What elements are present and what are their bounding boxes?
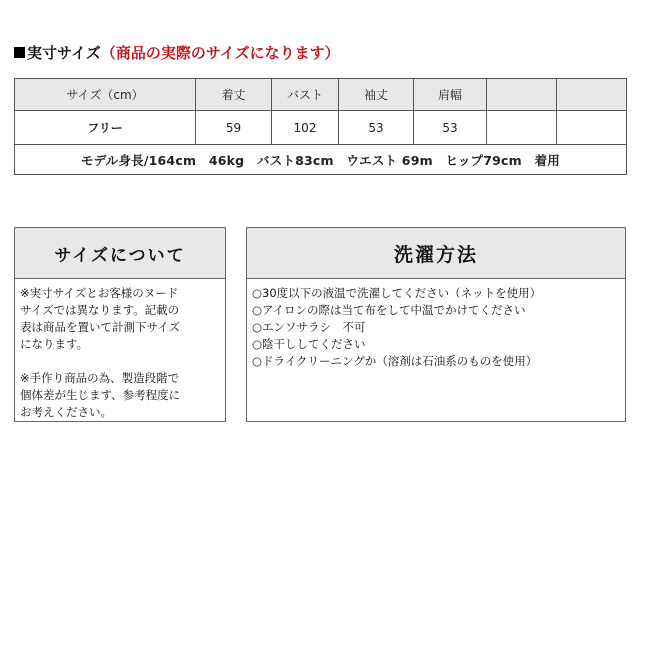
size-note-line: ※実寸サイズとお客様のヌード bbox=[20, 286, 179, 300]
washing-box bbox=[246, 227, 626, 422]
size-note-body bbox=[15, 279, 225, 427]
washing-heading: 洗濯方法 bbox=[247, 228, 625, 279]
section-title-text: 実寸サイズ bbox=[27, 44, 101, 62]
size-note-line: ※手作り商品の為、製造段階で bbox=[20, 371, 180, 385]
size-note-line: 個体差が生じます、参考程度に bbox=[20, 388, 181, 402]
value-cell bbox=[487, 111, 557, 145]
washing-line: ○陰干ししてください bbox=[252, 337, 366, 351]
size-table-row bbox=[15, 111, 627, 145]
value-cell bbox=[557, 111, 627, 145]
header-cell: 肩幅 bbox=[414, 79, 487, 111]
section-title bbox=[14, 42, 340, 63]
size-note-line: になります。 bbox=[20, 337, 89, 351]
size-note-line: お考えください。 bbox=[20, 405, 112, 419]
header-cell bbox=[487, 79, 557, 111]
value-cell: 102 bbox=[272, 111, 339, 145]
size-note-box bbox=[14, 227, 226, 422]
washing-line: ○アイロンの際は当て布をして中温でかけてください bbox=[252, 303, 526, 317]
value-cell: 53 bbox=[339, 111, 414, 145]
washing-line: ○エンソサラシ 不可 bbox=[252, 320, 366, 334]
header-cell: 袖丈 bbox=[339, 79, 414, 111]
header-cell: サイズ（cm） bbox=[15, 79, 196, 111]
size-table bbox=[14, 78, 627, 175]
model-info-row bbox=[15, 145, 627, 175]
size-note-line: サイズでは異なります。記載の bbox=[20, 303, 180, 317]
washing-body bbox=[247, 279, 625, 376]
size-note-heading: サイズについて bbox=[15, 228, 225, 279]
square-bullet-icon bbox=[14, 47, 25, 58]
header-cell: バスト bbox=[272, 79, 339, 111]
size-label-cell: フリー bbox=[15, 111, 196, 145]
size-note-line: 表は商品を置いて計測下サイズ bbox=[20, 320, 181, 334]
washing-line: ○30度以下の液温で洗濯してください（ネットを使用） bbox=[252, 286, 542, 300]
size-table-header-row bbox=[15, 79, 627, 111]
section-title-note: （商品の実際のサイズになります） bbox=[100, 44, 340, 62]
model-info-text: モデル身長/164cm 46kg バスト83cm ウエスト 69m ヒップ79cm 着用 bbox=[15, 145, 627, 175]
value-cell: 59 bbox=[196, 111, 272, 145]
header-cell: 着丈 bbox=[196, 79, 272, 111]
value-cell: 53 bbox=[414, 111, 487, 145]
header-cell bbox=[557, 79, 627, 111]
washing-line: ○ドライクリーニングか（溶剤は石油系のものを使用） bbox=[252, 354, 538, 368]
